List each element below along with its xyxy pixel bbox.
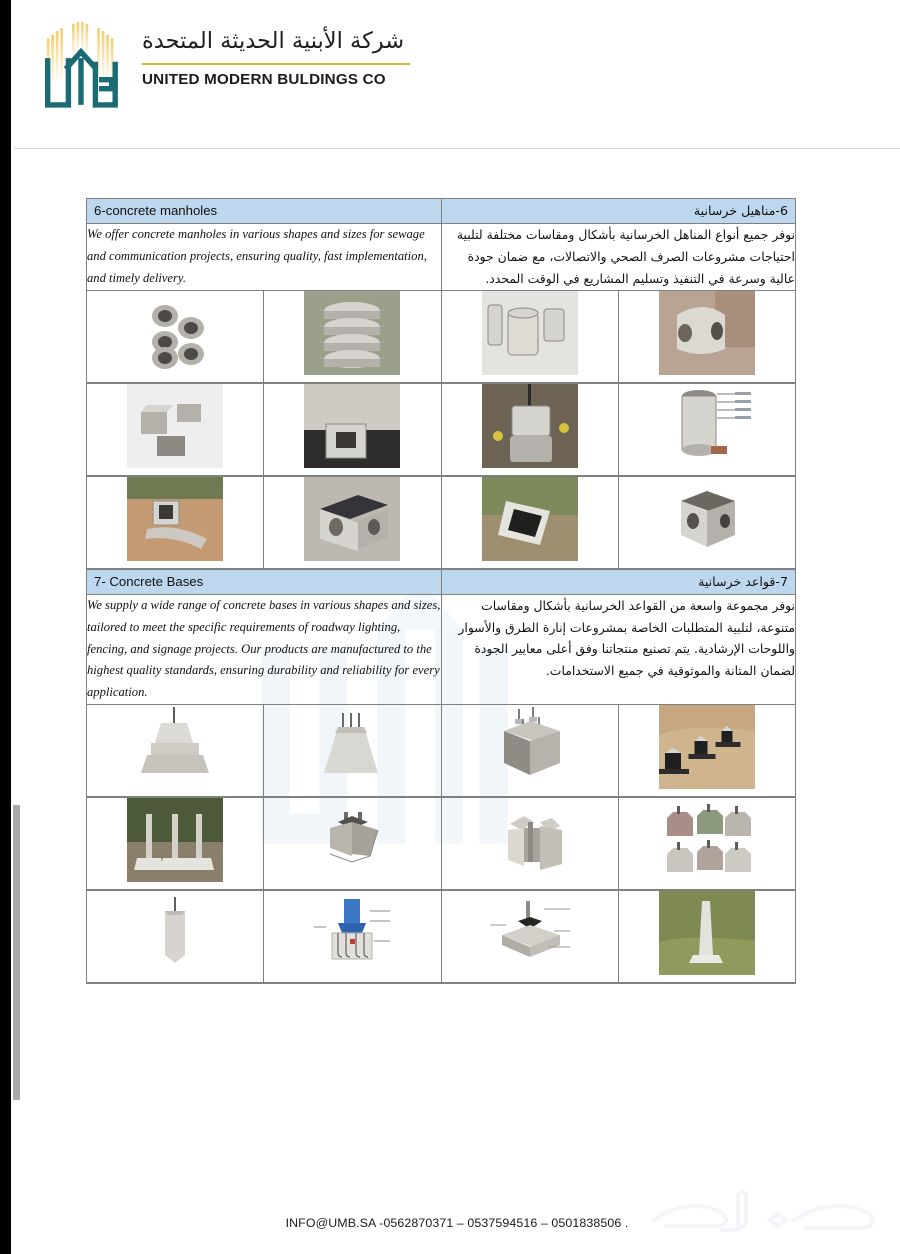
brand-name-arabic: شركة الأبنية الحديثة المتحدة (142, 28, 405, 54)
page-footer (14, 1214, 900, 1232)
caption-cell (441, 983, 618, 984)
document-page (14, 0, 900, 1254)
brand-name-english: UNITED MODERN BULDINGS CO (142, 71, 386, 89)
photo-cell (441, 798, 618, 890)
crane-lifting-manhole-photo (482, 384, 578, 468)
cubic-concrete-box-photo (659, 477, 755, 561)
grated-gully-box-photo (304, 477, 400, 561)
section-description-row (87, 594, 796, 705)
photo-cell (618, 476, 795, 568)
foundation-exploded-diagram-photo (482, 891, 578, 975)
product-catalog-table (86, 198, 796, 984)
photo-cell (441, 705, 618, 797)
footer-contact-line: INFO@UMB.SA -0562870371 – 0537594516 – 0501838506 . (285, 1216, 629, 1230)
photo-cell (264, 798, 441, 890)
photo-cell (618, 798, 795, 890)
photo-cell (441, 891, 618, 983)
photo-cell (87, 383, 264, 475)
photo-row (87, 383, 796, 475)
bases-in-yard-photo (127, 798, 223, 882)
photo-cell (264, 891, 441, 983)
slim-column-base-photo (127, 891, 223, 975)
anchorage-section-diagram-photo (304, 891, 400, 975)
photo-cell (264, 290, 441, 382)
photo-cell (87, 290, 264, 382)
caption-cell (264, 983, 441, 984)
site-installed-bases-photo (659, 705, 755, 789)
rectangular-chamber-drawing-photo (127, 384, 223, 468)
photo-cell (264, 705, 441, 797)
manhole-assembly-diagram-photo (659, 384, 755, 468)
section-title-ar-concrete-bases: 7-قواعد خرسانية (442, 570, 796, 594)
scrollbar-track[interactable] (0, 0, 11, 1254)
photo-cell (264, 383, 441, 475)
photo-row (87, 290, 796, 382)
stepped-light-pole-base-photo (127, 705, 223, 789)
section-title-en-concrete-manholes: 6-concrete manholes (87, 199, 441, 223)
photo-cell (618, 290, 795, 382)
photo-cell (618, 705, 795, 797)
section-description-ar-concrete-manholes: نوفر جميع أنواع المناهل الخرسانية بأشكال ومقاسات مختلفة لتلبية احتياجات مشروعات الصرف الصحي والاتصالات، مع ضمان جودة عالية وسرعة في التنفيذ وتسليم المشاريع في الوقت المحدد. (441, 224, 796, 291)
ground-level-inlet-photo (482, 477, 578, 561)
umb-monogram-logo-icon (36, 22, 126, 114)
section-description-row (87, 224, 796, 291)
section-title-ar-concrete-manholes: 6-مناهيل خرسانية (442, 199, 796, 223)
section-description-en-concrete-bases: We supply a wide range of concrete bases in various shapes and sizes, tailored to meet the specific requirements of roadway lighting, fencing, and signage projects. Our products are manufactured to the highest quality standards, ensuring durability and reliability for every application. (87, 594, 442, 705)
photo-cell (441, 383, 618, 475)
section-title-row (87, 569, 796, 594)
caption-cell (618, 983, 795, 984)
photo-cell (87, 705, 264, 797)
section-title-en-concrete-bases: 7- Concrete Bases (87, 570, 441, 594)
photo-cell (618, 383, 795, 475)
cubic-base-four-bolts-photo (482, 705, 578, 789)
buried-chamber-install-photo (304, 384, 400, 468)
photo-cell (441, 290, 618, 382)
photo-cell (87, 891, 264, 983)
stacked-manhole-rings-photo (304, 291, 400, 375)
pipe-connection-trench-photo (127, 477, 223, 561)
photo-caption-spacer-row (87, 983, 796, 984)
section-description-ar-concrete-bases: نوفر مجموعة واسعة من القواعد الخرسانية بأشكال ومقاسات متنوعة، لتلبية المتطلبات الخاصة بمشروعات إنارة الطرق والأسوار واللوحات الإرشادية. يتم تصنيع منتجاتنا وفق أعلى معايير الجودة لضمان المتانة والموثوقية في جميع الاستخدامات. (441, 594, 796, 705)
section-title-row (87, 199, 796, 224)
photo-cell (87, 476, 264, 568)
photo-cell (87, 798, 264, 890)
caption-cell (87, 983, 264, 984)
brand-text (142, 26, 410, 88)
photo-cell (618, 891, 795, 983)
trapezoid-base-bracket-photo (304, 798, 400, 882)
slotted-fence-base-photo (482, 798, 578, 882)
manhole-ring-yard-photo (482, 291, 578, 375)
photo-row (87, 705, 796, 797)
base-variants-collage-photo (659, 798, 755, 882)
large-manhole-chamber-photo (659, 291, 755, 375)
scrollbar-thumb[interactable] (13, 805, 20, 1100)
photo-cell (264, 476, 441, 568)
brand-divider-rule (142, 63, 410, 65)
photo-row (87, 476, 796, 568)
haraj-watermark-icon (642, 1174, 892, 1244)
field-installed-post-photo (659, 891, 755, 975)
masthead-divider (14, 148, 900, 149)
masthead (14, 0, 900, 148)
section-description-en-concrete-manholes: We offer concrete manholes in various shapes and sizes for sewage and communication projects, ensuring quality, fast implementation, and timely delivery. (87, 224, 442, 291)
tapered-base-with-bolts-photo (304, 705, 400, 789)
photo-row (87, 798, 796, 890)
stacked-concrete-pipes-photo (127, 291, 223, 375)
photo-cell (441, 476, 618, 568)
photo-row (87, 891, 796, 983)
